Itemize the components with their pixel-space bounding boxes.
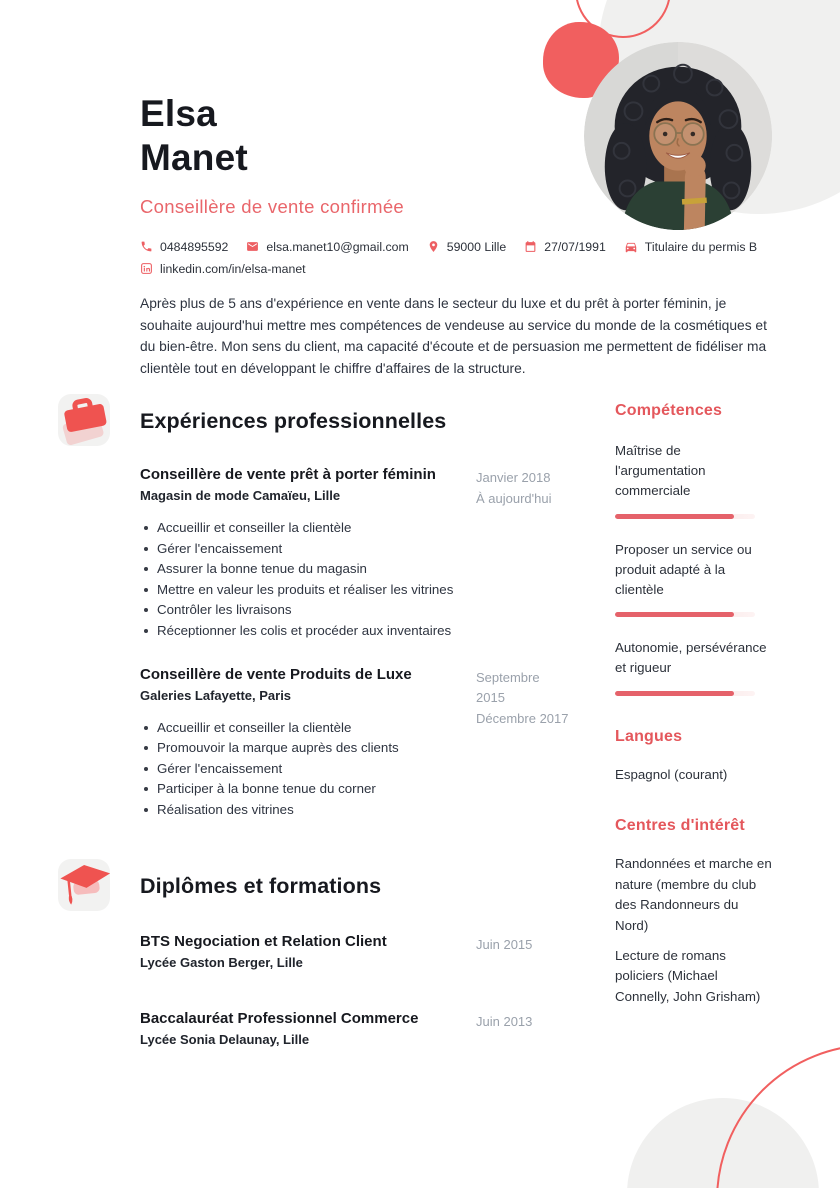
job-1-dates (476, 466, 572, 642)
experience-section (140, 402, 572, 821)
car-icon (624, 240, 638, 254)
interest-item: Randonnées et marche en nature (membre du club des Randonneurs du Nord) (615, 856, 772, 934)
calendar-icon (524, 240, 537, 253)
job-2-organization: Galeries Lafayette, Paris (140, 687, 292, 703)
job-2-dates (476, 666, 572, 821)
job-1-bullet: Gérer l'encaissement (140, 539, 476, 560)
contact-email (246, 240, 408, 254)
main-column (140, 402, 572, 1047)
skill-progress-bar (615, 691, 755, 696)
location-icon (427, 240, 440, 253)
last-name: Manet (140, 137, 248, 179)
first-name: Elsa (140, 93, 217, 134)
education-1-info (140, 933, 476, 970)
job-2-info (140, 666, 476, 821)
skill-label: Maîtrise de l'argumentation commerciale (615, 442, 706, 499)
skill-progress-fill (615, 612, 734, 617)
contact-linkedin (140, 262, 306, 276)
job-entry-2 (140, 666, 572, 821)
skill-item (615, 441, 773, 519)
profile-summary: Après plus de 5 ans d'expérience en vente dans le secteur du luxe et du prêt à porter féminin, je souhaite aujourd'hui mettre mes compétences de vendeuse au service du monde de la cosmétiques et du bien-être. Mon sens du client, ma capacité d'écoute et de persuasion me permettent de fidéliser ma clientèle tout en développant le chiffre d'affaires de la structure. (140, 295, 767, 377)
job-2-bullet: Réalisation des vitrines (140, 800, 476, 821)
job-2-date-end: Décembre 2017 (476, 711, 569, 727)
education-2-title: Baccalauréat Professionnel Commerce (140, 1009, 419, 1027)
linkedin-icon (140, 262, 153, 275)
languages-heading: Langues (615, 727, 683, 745)
job-2-bullet: Participer à la bonne tenue du corner (140, 779, 476, 800)
job-1-title: Conseillère de vente prêt à porter féminin (140, 465, 436, 483)
job-entry-1 (140, 466, 572, 642)
skill-item (615, 638, 773, 695)
education-2-school: Lycée Sonia Delaunay, Lille (140, 1031, 310, 1047)
experience-section-head (140, 402, 572, 442)
candidate-name (140, 92, 770, 181)
header (0, 0, 840, 380)
contact-phone (140, 240, 228, 254)
job-1-date-start: Janvier 2018 (476, 469, 551, 485)
job-1-organization: Magasin de mode Camaïeu, Lille (140, 487, 341, 503)
contact-phone-value: 0484895592 (160, 239, 229, 254)
contact-location-value: 59000 Lille (446, 239, 507, 254)
education-entry-2 (140, 1010, 572, 1047)
contact-location (427, 240, 507, 254)
skill-progress-fill (615, 514, 734, 519)
job-2-bullets (140, 718, 476, 821)
language-item: Espagnol (courant) (615, 766, 728, 782)
job-1-info (140, 466, 476, 642)
job-2-date-start: Septembre 2015 (476, 669, 540, 706)
skill-label: Proposer un service ou produit adapté à la clientèle (615, 541, 752, 597)
job-1-bullet: Accueillir et conseiller la clientèle (140, 518, 476, 539)
job-1-date-end: À aujourd'hui (476, 490, 552, 506)
education-2-info (140, 1010, 476, 1047)
job-1-bullet: Mettre en valeur les produits et réaliser les vitrines (140, 580, 476, 601)
skill-progress-bar (615, 612, 755, 617)
contact-linkedin-value: linkedin.com/in/elsa-manet (160, 261, 306, 276)
body-columns (140, 402, 840, 1047)
contact-birthdate-value: 27/07/1991 (544, 239, 606, 254)
interest-item: Lecture de romans policiers (Michael Connelly, John Grisham) (615, 947, 761, 1004)
contact-row (140, 240, 780, 276)
skill-label: Autonomie, persévérance et rigueur (615, 640, 767, 676)
education-heading: Diplômes et formations (140, 874, 382, 899)
job-1-bullet: Réceptionner les colis et procéder aux inventaires (140, 621, 476, 642)
education-entry-1 (140, 933, 572, 970)
skill-progress-fill (615, 691, 734, 696)
briefcase-icon (54, 390, 116, 452)
education-1-title: BTS Negociation et Relation Client (140, 932, 387, 950)
education-section-head (140, 867, 572, 907)
education-section (140, 867, 572, 1047)
job-1-bullet: Contrôler les livraisons (140, 600, 476, 621)
experience-heading: Expériences professionnelles (140, 409, 447, 434)
candidate-job-title: Conseillère de vente confirmée (140, 195, 405, 217)
job-1-bullet: Assurer la bonne tenue du magasin (140, 559, 476, 580)
job-1-bullets (140, 518, 476, 642)
job-2-bullet: Gérer l'encaissement (140, 759, 476, 780)
education-1-date: Juin 2015 (476, 936, 533, 952)
skill-progress-bar (615, 514, 755, 519)
contact-license-value: Titulaire du permis B (644, 239, 758, 254)
job-2-bullet: Accueillir et conseiller la clientèle (140, 718, 476, 739)
skill-item (615, 540, 773, 618)
skills-heading: Compétences (615, 401, 723, 419)
sidebar (615, 402, 773, 1047)
job-2-bullet: Promouvoir la marque auprès des clients (140, 738, 476, 759)
contact-birthdate (524, 240, 606, 254)
job-2-title: Conseillère de vente Produits de Luxe (140, 665, 412, 683)
contact-driving-license (624, 240, 757, 254)
email-icon (246, 240, 259, 253)
contact-email-value: elsa.manet10@gmail.com (266, 239, 409, 254)
education-1-school: Lycée Gaston Berger, Lille (140, 954, 303, 970)
education-2-date: Juin 2013 (476, 1013, 533, 1029)
interests-heading: Centres d'intérêt (615, 817, 745, 835)
graduation-cap-icon (54, 855, 116, 917)
phone-icon (140, 240, 153, 253)
